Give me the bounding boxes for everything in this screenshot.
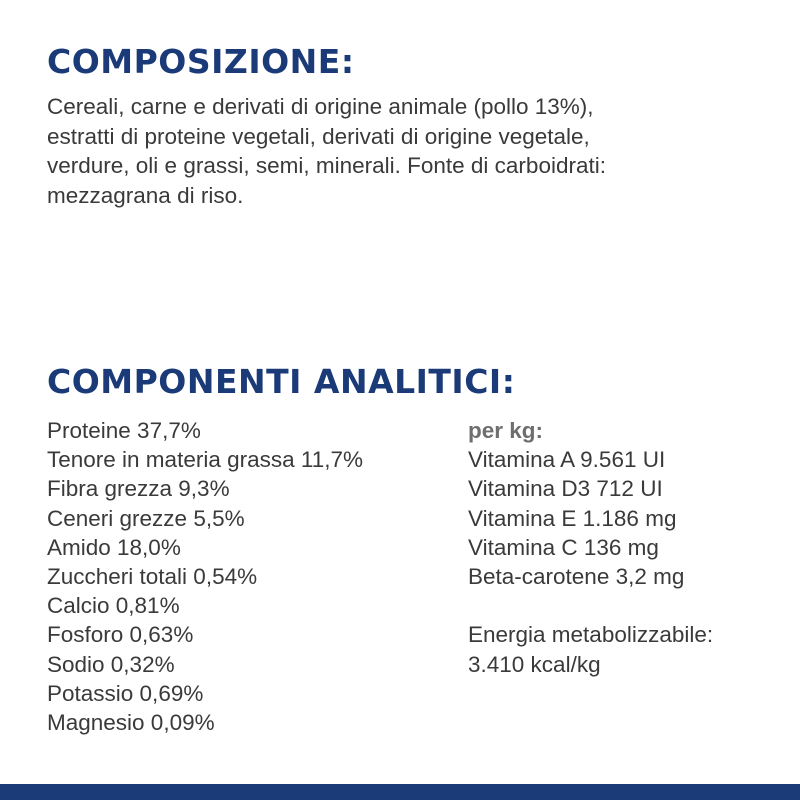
per-kg-list: [468, 416, 713, 679]
composition-line: mezzagrana di riso.: [47, 182, 244, 208]
footer-bar: [0, 784, 800, 800]
composition-text: [47, 92, 787, 210]
analytic-components-list: [47, 416, 363, 737]
per-kg-label: per kg:: [468, 418, 544, 443]
analytic-item: Zuccheri totali 0,54%: [47, 564, 258, 590]
analytics-heading: COMPONENTI ANALITICI:: [47, 362, 516, 401]
energy-label: Energia metabolizzabile:: [468, 622, 714, 648]
vitamin-item: Vitamina A 9.561 UI: [468, 447, 666, 473]
analytic-item: Calcio 0,81%: [47, 593, 180, 619]
composition-line: verdure, oli e grassi, semi, minerali. Fonte di carboidrati:: [47, 153, 606, 178]
spacer: [468, 591, 713, 620]
analytic-item: Potassio 0,69%: [47, 680, 204, 706]
analytic-item: Sodio 0,32%: [47, 651, 175, 677]
composition-line: Cereali, carne e derivati di origine animale (pollo 13%),: [47, 94, 594, 119]
analytic-item: Magnesio 0,09%: [47, 710, 215, 736]
analytic-item: Tenore in materia grassa 11,7%: [47, 447, 363, 473]
analytic-item: Fibra grezza 9,3%: [47, 476, 230, 502]
analytic-item: Fosforo 0,63%: [47, 622, 194, 648]
analytic-item: Amido 18,0%: [47, 534, 181, 560]
energy-value: 3.410 kcal/kg: [468, 651, 601, 677]
vitamin-item: Beta-carotene 3,2 mg: [468, 564, 685, 590]
composition-line: estratti di proteine vegetali, derivati di origine vegetale,: [47, 123, 590, 149]
vitamin-item: Vitamina C 136 mg: [468, 534, 659, 560]
analytic-item: Proteine 37,7%: [47, 418, 201, 443]
composition-heading: COMPOSIZIONE:: [47, 42, 355, 81]
analytic-item: Ceneri grezze 5,5%: [47, 505, 245, 531]
vitamin-item: Vitamina E 1.186 mg: [468, 505, 677, 531]
vitamin-item: Vitamina D3 712 UI: [468, 476, 663, 502]
